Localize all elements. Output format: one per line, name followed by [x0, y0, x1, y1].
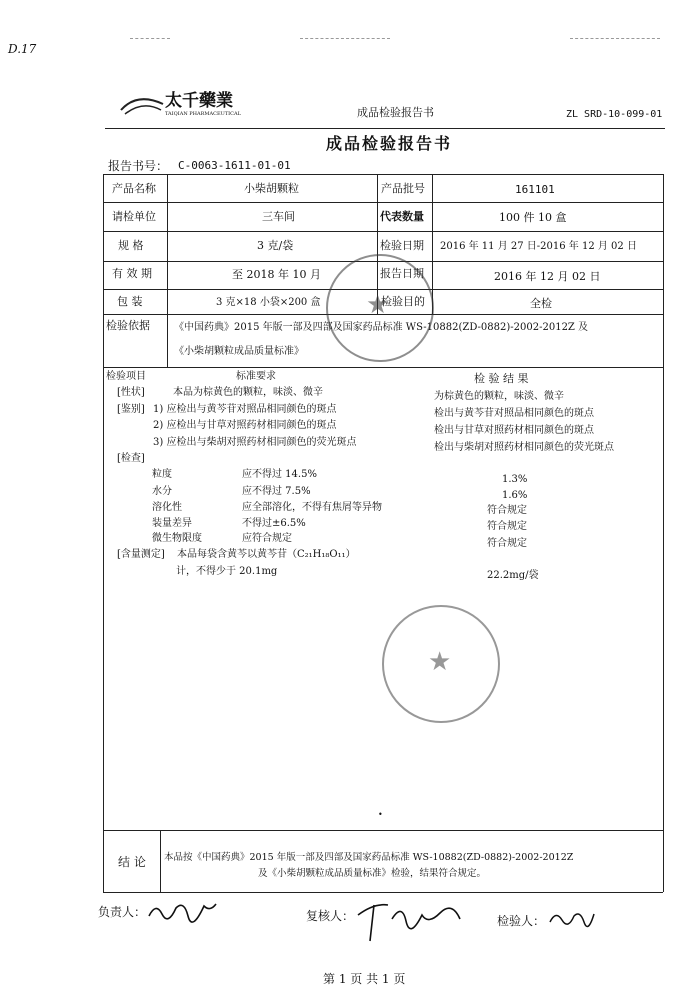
reviewer-signature — [356, 895, 466, 945]
report-date: 2016 年 12 月 02 日 — [494, 270, 601, 283]
assay-standard-1: 本品每袋含黄芩以黄芩苷（C₂₁H₁₈O₁₁） — [177, 549, 356, 560]
reviewer-label: 复核人： — [306, 909, 355, 923]
stray-dot: • — [378, 810, 383, 819]
batch-number: 161101 — [515, 183, 555, 196]
check-row-result: 符合规定 — [487, 505, 527, 516]
check-row-name: 水分 — [152, 486, 172, 497]
package-label: 包 装 — [117, 295, 143, 308]
stamp-star-icon: ★ — [366, 290, 390, 320]
scan-mark — [570, 38, 660, 39]
ident-2-result: 检出与甘草对照药材相同颜色的斑点 — [434, 425, 594, 436]
test-date: 2016 年 11 月 27 日-2016 年 12 月 02 日 — [440, 241, 637, 252]
seal-star-icon: ★ — [428, 647, 452, 677]
ident-1-standard: 1) 应检出与黄芩苷对照品相同颜色的斑点 — [153, 404, 337, 415]
standard-column-header: 标准要求 — [236, 371, 276, 382]
scan-mark — [130, 38, 170, 39]
check-row-result: 符合规定 — [487, 521, 527, 532]
basis-line-1: 《中国药典》2015 年版一部及四部及国家药品标准 WS-10882(ZD-0882)-2002-2012Z 及 — [174, 322, 589, 333]
scan-mark — [300, 38, 390, 39]
page-title: 成品检验报告书 — [326, 134, 453, 153]
basis-label: 检验依据 — [106, 319, 150, 332]
item-column-header: 检验项目 — [106, 371, 146, 382]
test-items: 全检 — [530, 297, 552, 310]
assay-label: [含量测定] — [117, 549, 165, 560]
check-row-result: 符合规定 — [487, 538, 527, 549]
logo-name: 太千藥業 — [165, 91, 233, 111]
quantity: 100 件 10 盒 — [499, 211, 567, 224]
check-row-standard: 应全部溶化，不得有焦屑等异物 — [242, 502, 382, 513]
inspection-stamp — [326, 254, 434, 362]
check-row-standard: 不得过±6.5% — [242, 518, 306, 529]
check-row-name: 装量差异 — [152, 518, 192, 529]
company-logo — [117, 90, 242, 120]
trait-result: 为棕黄色的颗粒，味淡、微辛 — [434, 391, 564, 402]
report-no-label: 报告书号： — [108, 159, 169, 173]
company-seal — [382, 605, 500, 723]
check-row-standard: 应不得过 7.5% — [242, 486, 311, 497]
request-unit-label: 请检单位 — [112, 210, 156, 223]
product-name-label: 产品名称 — [112, 182, 156, 195]
conclusion-line-2: 及《小柴胡颗粒成品质量标准》检验，结果符合规定。 — [258, 868, 487, 879]
quantity-label: 代表数量 — [380, 210, 424, 223]
check-row-result: 1.6% — [502, 490, 528, 501]
check-row-standard: 应不得过 14.5% — [242, 469, 317, 480]
check-row-name: 粒度 — [152, 469, 172, 480]
report-date-label: 报告日期 — [380, 267, 424, 280]
result-column-header: 检 验 结 果 — [474, 372, 529, 385]
conclusion-label: 结 论 — [118, 855, 146, 869]
header-rule — [105, 128, 665, 129]
report-no: C-0063-1611-01-01 — [178, 159, 291, 172]
check-row-name: 溶化性 — [152, 502, 182, 513]
inspector-signature — [548, 906, 596, 930]
page-number: 第 1 页 共 1 页 — [323, 972, 406, 986]
assay-result: 22.2mg/袋 — [487, 570, 539, 581]
check-row-standard: 应符合规定 — [242, 533, 292, 544]
request-unit: 三车间 — [262, 210, 295, 223]
validity-label: 有 效 期 — [112, 267, 152, 280]
ident-2-standard: 2) 应检出与甘草对照药材相同颜色的斑点 — [153, 420, 337, 431]
batch-label: 产品批号 — [381, 182, 425, 195]
test-date-label: 检验日期 — [380, 239, 424, 252]
corner-mark: D.17 — [8, 42, 37, 56]
test-items-label: 检验目的 — [381, 295, 425, 308]
check-row-result: 1.3% — [502, 474, 528, 485]
basis-line-2: 《小柴胡颗粒成品质量标准》 — [174, 346, 304, 357]
ident-3-standard: 3) 应检出与柴胡对照药材相同颜色的荧光斑点 — [153, 437, 357, 448]
inspector-label: 检验人： — [497, 914, 546, 928]
trait-standard: 本品为棕黄色的颗粒，味淡、微辛 — [173, 387, 323, 398]
ident-1-result: 检出与黄芩苷对照品相同颜色的斑点 — [434, 408, 594, 419]
conclusion-line-1: 本品按《中国药典》2015 年版一部及四部及国家药品标准 WS-10882(ZD-0882)-2002-2012Z — [164, 852, 574, 863]
doc-code: ZL SRD-10-099-01 — [566, 109, 663, 120]
ident-3-result: 检出与柴胡对照药材相同颜色的荧光斑点 — [434, 442, 614, 453]
spec-label: 规 格 — [118, 239, 144, 252]
logo-icon — [117, 90, 167, 118]
product-name: 小柴胡颗粒 — [244, 182, 299, 195]
trait-label: [性状] — [117, 387, 145, 398]
check-label: [检查] — [117, 453, 145, 464]
package: 3 克×18 小袋×200 盒 — [216, 297, 321, 308]
spec: 3 克/袋 — [257, 239, 294, 252]
header-center-text: 成品检验报告书 — [357, 106, 434, 119]
logo-subtitle: TAIQIAN PHARMACEUTICAL — [165, 111, 241, 117]
validity: 至 2018 年 10 月 — [232, 268, 321, 281]
responsible-signature — [146, 898, 218, 924]
assay-standard-2: 计，不得少于 20.1mg — [176, 566, 278, 577]
check-row-name: 微生物限度 — [152, 533, 202, 544]
responsible-label: 负责人： — [98, 905, 147, 919]
ident-label: [鉴别] — [117, 404, 145, 415]
